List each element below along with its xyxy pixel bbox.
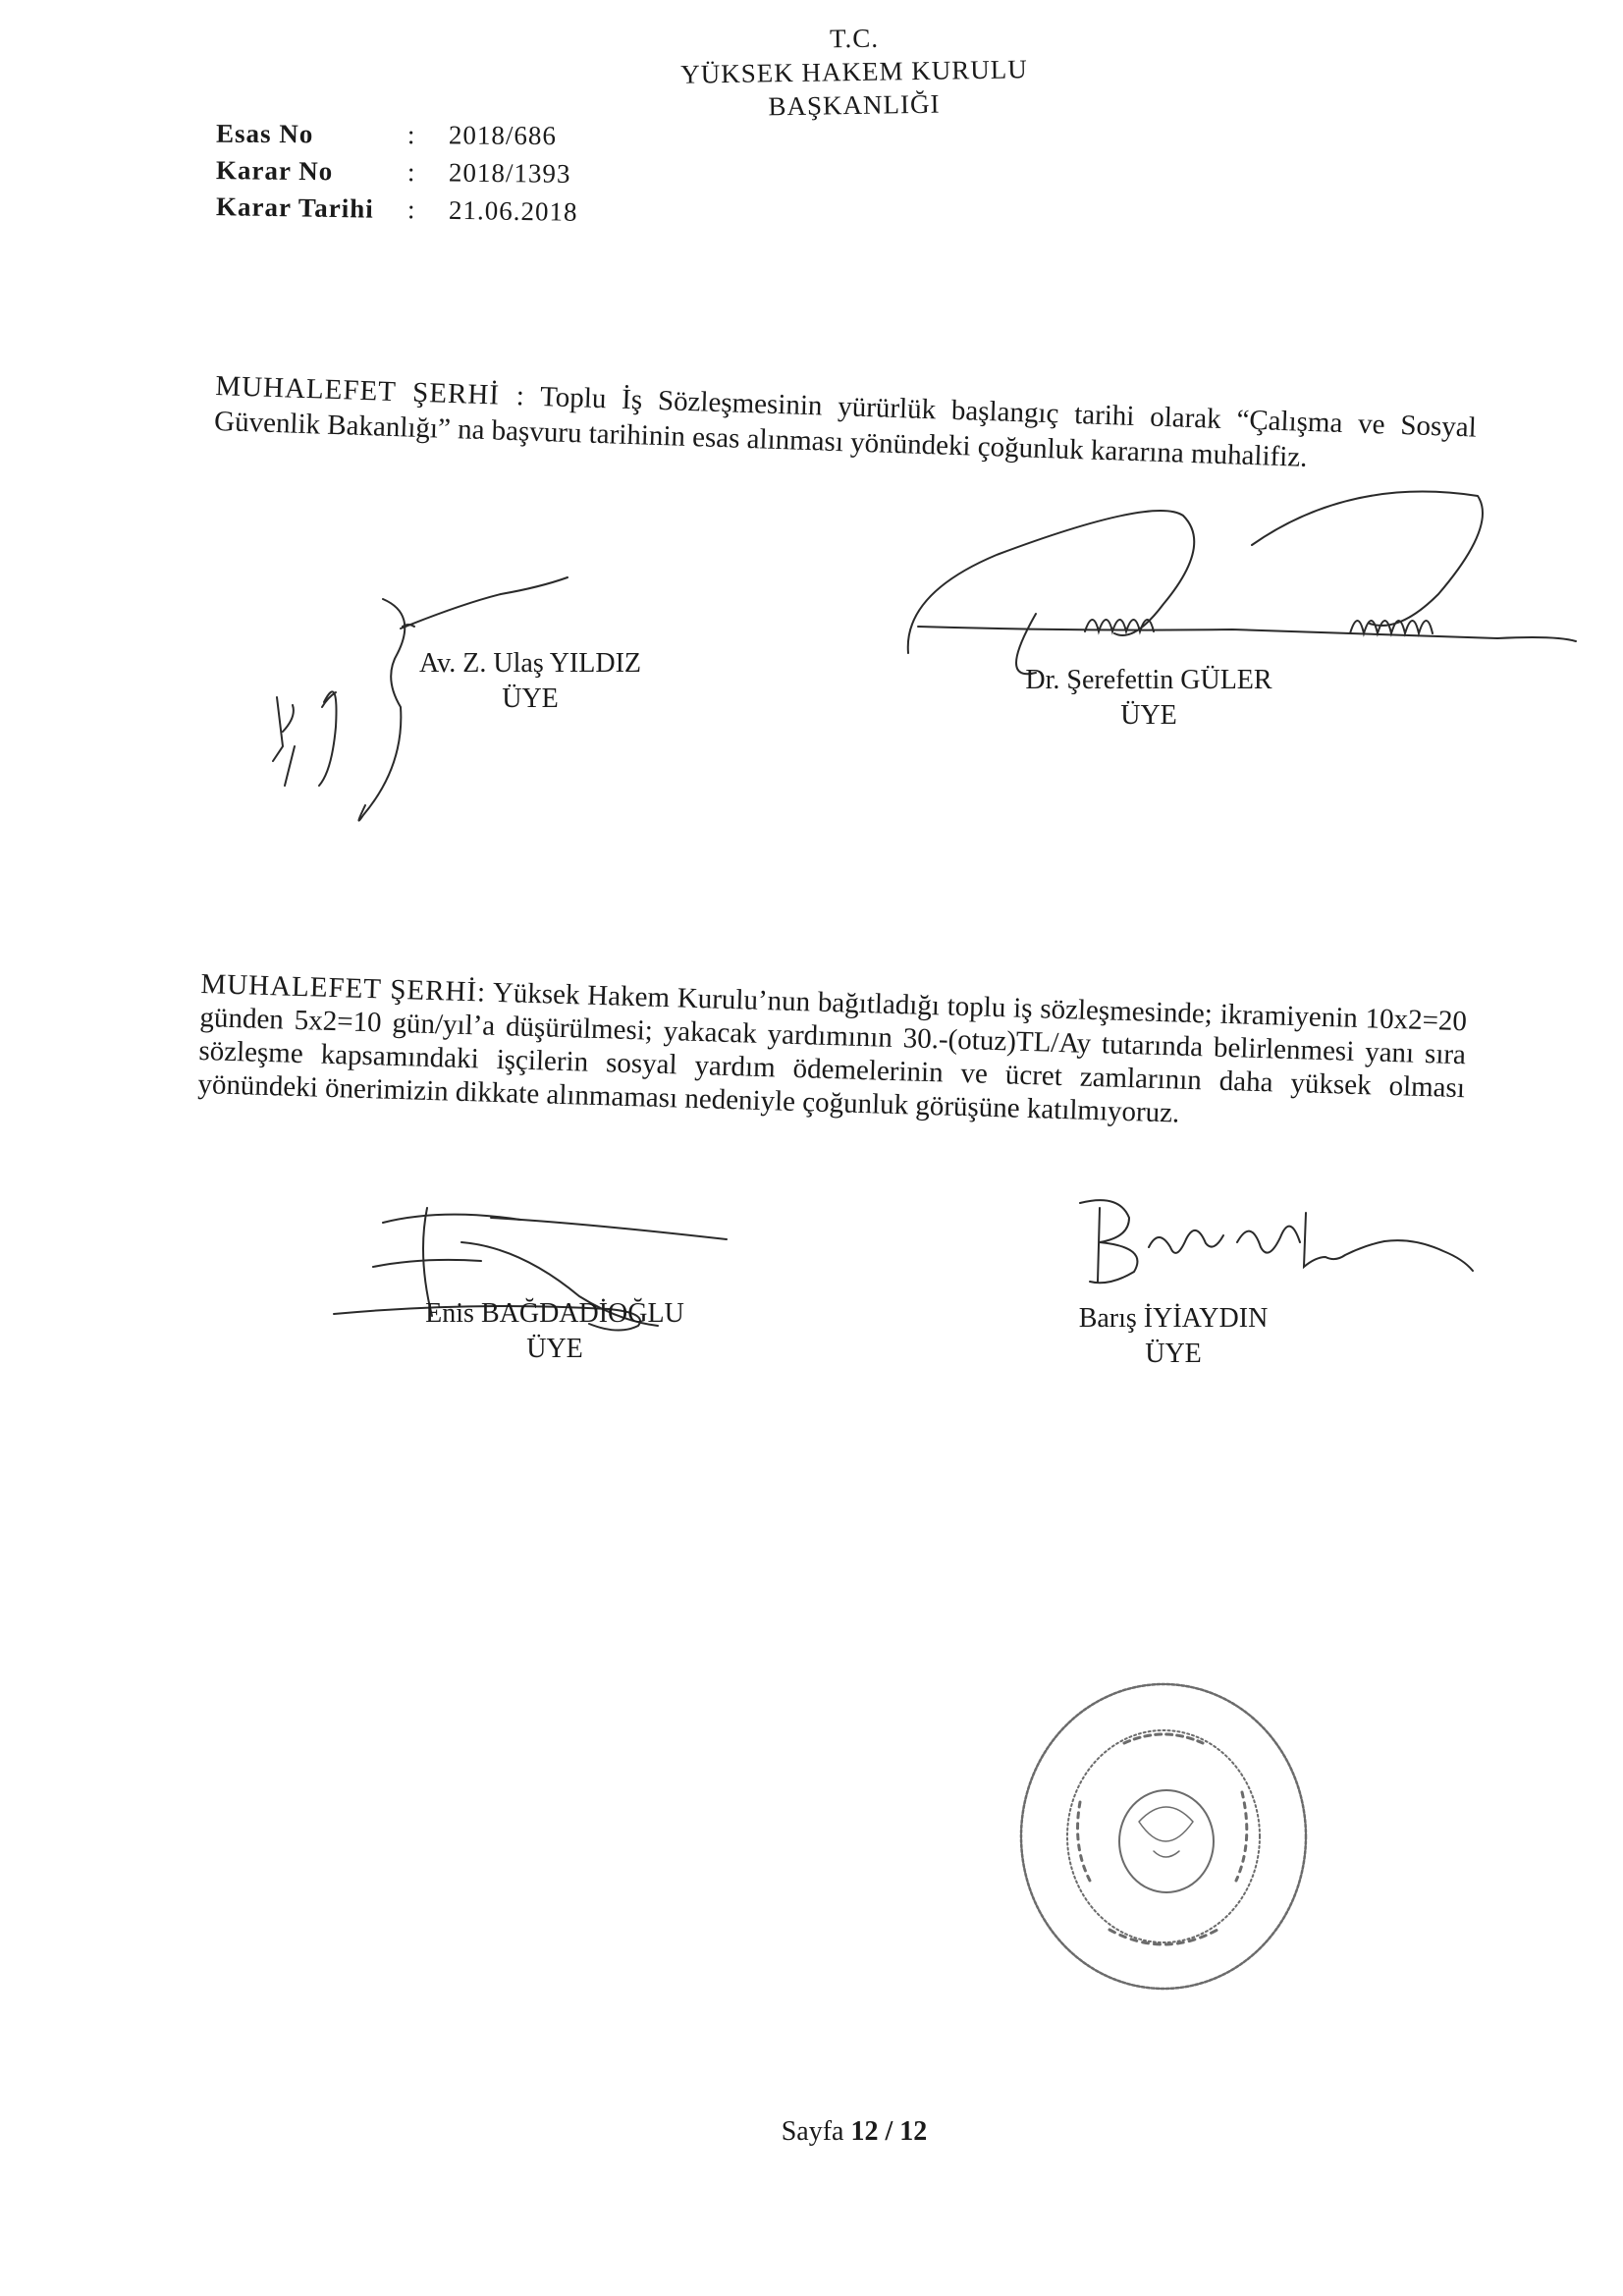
- signature-block-guler: [992, 663, 1306, 734]
- dissent-opinion-1: [214, 368, 1478, 481]
- signatory-name: Av. Z. Ulaş YILDIZ: [418, 648, 641, 679]
- signatory-role: ÜYE: [1145, 1339, 1202, 1369]
- signatory-name: Enis BAĞDADİOĞLU: [425, 1298, 684, 1329]
- meta-label: Karar No: [215, 155, 334, 187]
- signature-guler-icon: [889, 486, 1596, 692]
- meta-value: 2018/1393: [448, 157, 571, 189]
- dissent-opinion-2: [197, 967, 1467, 1138]
- signatory-role: ÜYE: [502, 683, 559, 714]
- dissent-text: Yüksek Hakem Kurulu’nun bağıtladığı toplu iş sözleşmesinde; ikramiyenin 10x2=20 günden 5x2=10 gün/yıl’a düşürülmesi; yakacak yardımının 30.-(otuz)TL/Ay tutarında belirlenmesi yanı sıra sözleşme kapsamındaki işçilerin sosyal yardım ödemelerinin ve ücret zamlarının daha yüksek olması yönündeki önerimizin dikkate alınmaması nedeniyle çoğunluk görüşüne katılmıyoruz.: [196, 976, 1468, 1129]
- signature-block-bagdadioglu: [412, 1296, 697, 1367]
- signatory-name: Dr. Şerefettin GÜLER: [1025, 665, 1272, 695]
- institution-header: [589, 22, 1119, 122]
- page-total: 12: [899, 2116, 928, 2147]
- meta-row-decision-no: [216, 151, 578, 192]
- header-line-tc: T.C.: [829, 23, 880, 54]
- page-number: [746, 2116, 962, 2148]
- header-line-board: YÜKSEK HAKEM KURULU: [680, 54, 1028, 89]
- meta-colon: :: [406, 194, 415, 225]
- signature-block-yildiz: [383, 646, 677, 717]
- meta-value: 21.06.2018: [448, 194, 578, 227]
- official-seal-icon: [1011, 1674, 1316, 1998]
- meta-row-case-no: [216, 115, 578, 155]
- signature-iyiaydin-icon: [1060, 1188, 1492, 1296]
- meta-colon: :: [406, 157, 415, 188]
- signature-block-iyiaydin: [1031, 1301, 1316, 1372]
- dissent-label: MUHALEFET ŞERHİ:: [200, 967, 487, 1009]
- signatory-role: ÜYE: [526, 1334, 583, 1364]
- signatory-name: Barış İYİAYDIN: [1078, 1303, 1269, 1334]
- meta-label: Karar Tarihi: [215, 191, 375, 224]
- dissent-text: Toplu İş Sözleşmesinin yürürlük başlangıç tarihi olarak “Çalışma ve Sosyal Güvenlik Bakanlığı” na başvuru tarihinin esas alınması yönündeki çoğunluk kararına muhalifiz.: [213, 380, 1478, 473]
- page-current: 12: [850, 2116, 879, 2147]
- signatory-role: ÜYE: [1120, 700, 1177, 731]
- meta-value: 2018/686: [448, 120, 558, 151]
- meta-colon: :: [406, 120, 415, 150]
- header-line-presidency: BAŞKANLIĞI: [768, 88, 941, 122]
- meta-row-decision-date: [216, 188, 578, 231]
- case-metadata: [216, 116, 578, 228]
- meta-label: Esas No: [215, 118, 314, 149]
- page-prefix: Sayfa: [781, 2116, 844, 2147]
- dissent-label: MUHALEFET ŞERHİ :: [214, 369, 526, 412]
- page-separator: /: [885, 2116, 893, 2147]
